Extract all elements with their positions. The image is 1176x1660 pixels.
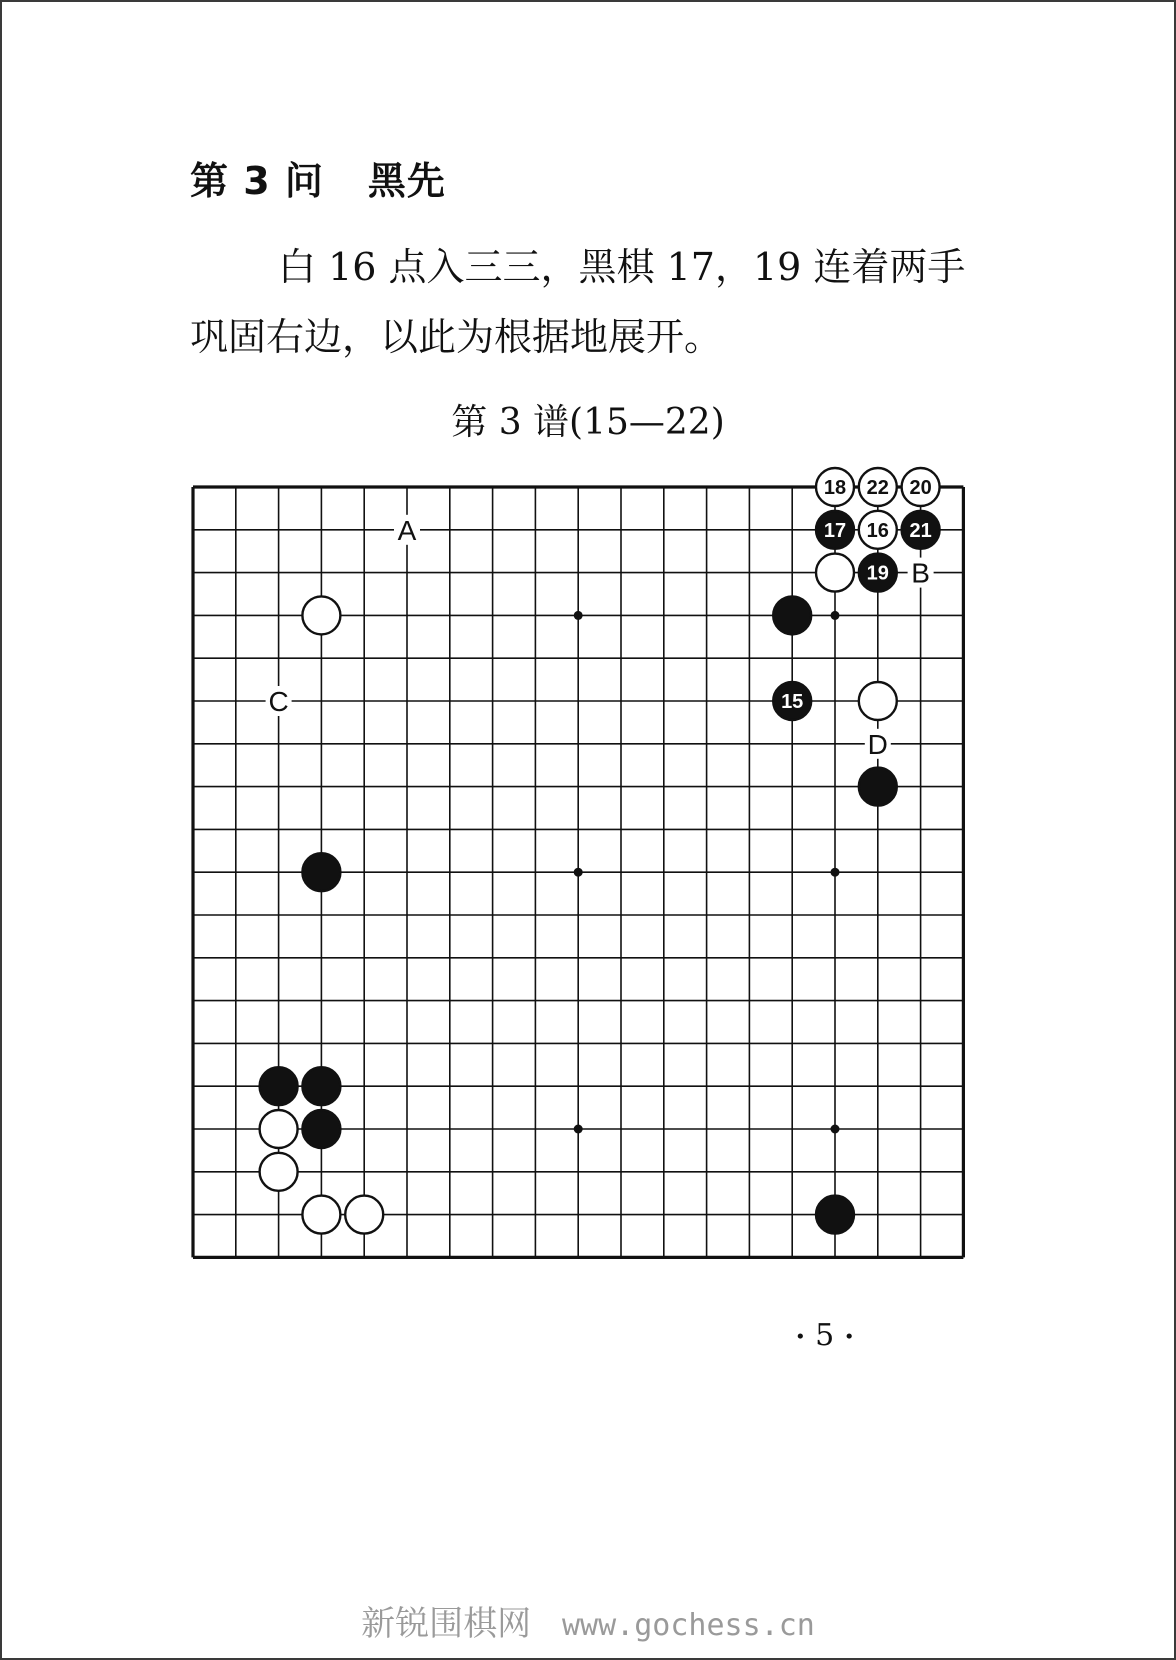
black-stone [773, 596, 811, 634]
star-point [574, 1125, 583, 1134]
move-number-label: 16 [866, 519, 889, 542]
star-point [831, 868, 840, 877]
move-number-label: 22 [866, 477, 889, 499]
stones [260, 468, 940, 1234]
black-stone [302, 1110, 340, 1148]
white-stone [859, 682, 897, 720]
star-point [831, 611, 840, 620]
diagram-caption: 第 3 谱(15—22) [451, 402, 725, 443]
move-number-label: 15 [781, 691, 804, 713]
white-stone [260, 1110, 298, 1148]
to-play-label: 黑先 [367, 159, 446, 203]
move-number-label: 17 [823, 519, 847, 542]
star-point [574, 611, 583, 620]
star-point [574, 868, 583, 877]
move-number-label: 21 [909, 519, 932, 542]
position-markers [266, 515, 934, 760]
watermark [0, 1596, 1176, 1645]
move-number-label: 18 [823, 477, 847, 499]
page-number-dot-right: • [843, 1326, 855, 1348]
commentary-text: 白 16 点入三三，黑棋 17，19 连着两手巩固右边，以此为根据地展开。 [190, 245, 966, 359]
watermark-url: www.gochess.cn [561, 1608, 815, 1643]
page-number-dot-left: • [795, 1326, 806, 1348]
white-stone [260, 1153, 298, 1191]
move-number-label: 20 [909, 477, 932, 499]
marker-a: A [397, 514, 417, 546]
white-stone [302, 596, 340, 634]
problem-number: 第 3 问 [190, 159, 324, 203]
black-stone [859, 768, 897, 806]
watermark-site-name: 新锐围棋网 [361, 1604, 532, 1644]
star-point [831, 1125, 840, 1134]
black-stone [302, 1067, 340, 1105]
page-number [795, 1318, 854, 1353]
page-number-value: 5 [815, 1318, 835, 1353]
marker-b: B [911, 557, 930, 589]
marker-d: D [867, 728, 888, 760]
black-stone [302, 853, 340, 891]
move-number-label: 19 [866, 562, 889, 585]
black-stone [260, 1067, 298, 1105]
white-stone [816, 554, 854, 592]
white-stone [345, 1196, 383, 1234]
black-stone [816, 1196, 854, 1234]
white-stone [302, 1196, 340, 1234]
marker-c: C [268, 686, 289, 717]
